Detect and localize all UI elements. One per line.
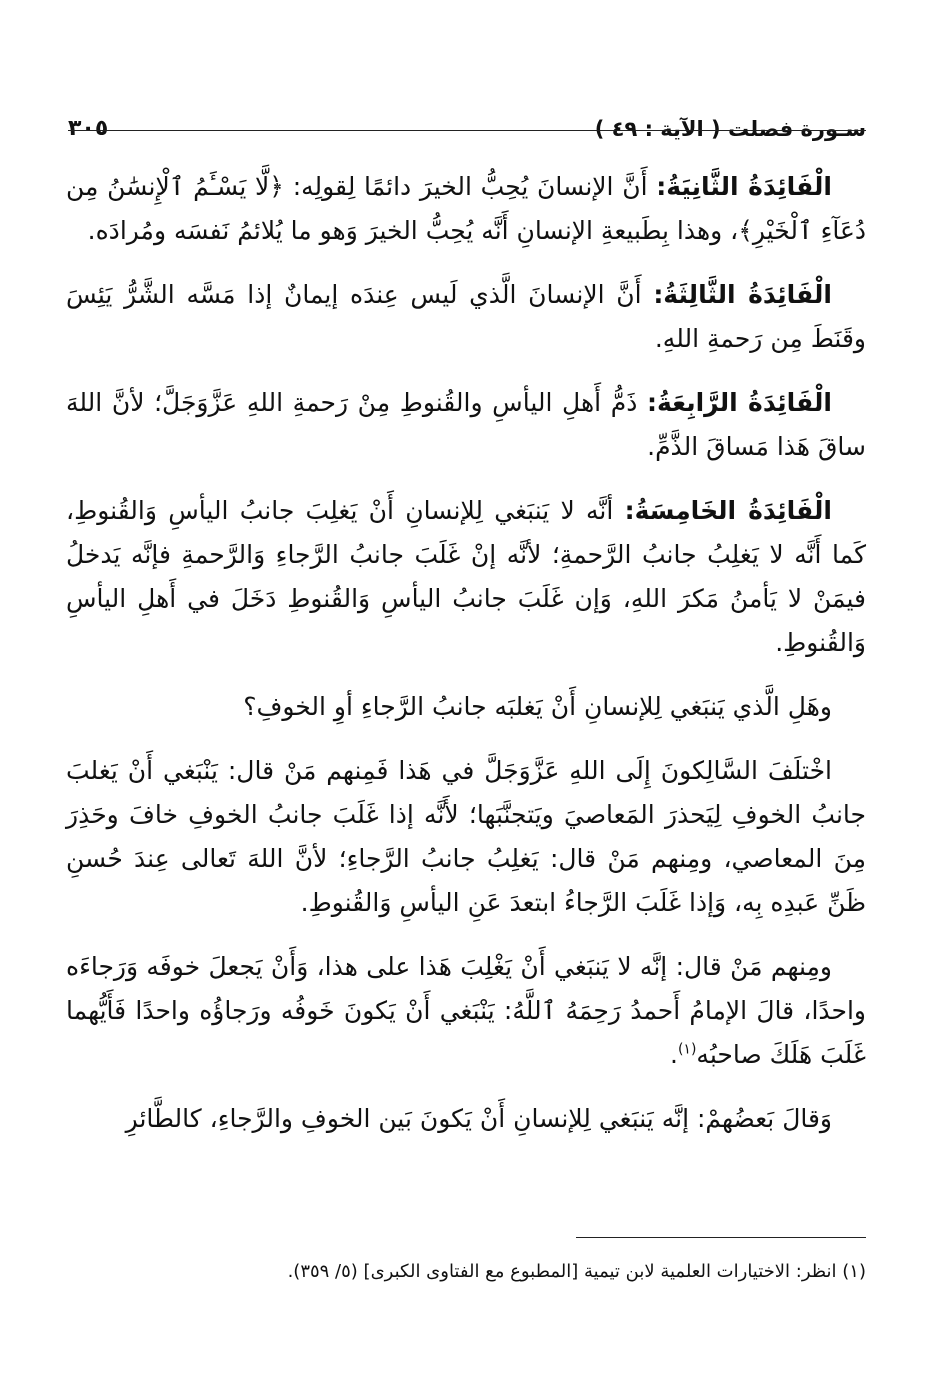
benefit-heading: الْفَائِدَةُ الثَّالِثَةُ:	[653, 280, 833, 309]
footnote-reference[interactable]: (١)	[677, 1041, 697, 1058]
paragraph-disagreement	[66, 749, 866, 925]
paragraph-benefit-3	[66, 273, 866, 361]
paragraph-benefit-5	[66, 489, 866, 665]
paragraph-text: وهَلِ الَّذي يَنبَغي لِلإنسانِ أَنْ يَغلبَه جانبُ الرَّجاءِ أوِ الخوفِ؟	[243, 692, 832, 721]
paragraph-text: أَنَّ الإنسانَ الَّذي لَيس عِندَه إيمانٌ إذا مَسَّه الشَّرُّ يَئِسَ وقَنَطَ مِن رَحمةِ اللهِ.	[66, 280, 866, 353]
paragraph-text: ذَمُّ أَهلِ اليأسِ والقُنوطِ مِنْ رَحمةِ اللهِ عَزَّوَجَلَّ؛ لأنَّ اللهَ ساقَ هَذا مَساقَ الذَّمِّ.	[66, 388, 866, 461]
page-header	[68, 100, 866, 140]
paragraph-text: اخْتلَفَ السَّالِكونَ إِلَى اللهِ عَزَّوَجَلَّ في هَذا فَمِنهم مَنْ قال: يَنْبَغي أَنْ يَغلبَ جانبُ الخوفِ لِيَحذرَ المَعاصيَ ويَتجنَّبَها؛ لأَنَّه إذا غَلَبَ جانبُ الخوفِ خافَ وحَذِرَ مِنَ المعاصي، ومِنهم مَنْ قال: يَغلِبُ جانبُ الرَّجاءِ؛ لأنَّ اللهَ تَعالى عِندَ حُسنِ ظَنِّ عَبدِه بِه، وَإذا غَلَبَ الرَّجاءُ ابتعدَ عَنِ اليأسِ وَالقُنوطِ.	[66, 756, 866, 917]
surah-title: سـورة فصلت ( الآية : ٤٩ )	[594, 117, 866, 141]
paragraph-text: ومِنهم مَنْ قال: إنَّه لا يَنبَغي أَنْ يَغْلِبَ هَذا على هذا، وَأَنْ يَجعلَ خوفَه وَرَجاءَه واحدًا، قالَ الإمامُ أَحمدُ رَحِمَهُ ٱللَّهُ: يَنْبَغي أَنْ يَكونَ خَوفُه ورَجاؤُه واحدًا فَأَيُّهما غَلَبَ هَلَكَ صاحبُه	[66, 952, 866, 1069]
paragraph-imam-ahmad	[66, 945, 866, 1077]
paragraph-benefit-2	[66, 165, 866, 253]
paragraph-tail: .	[670, 1040, 678, 1069]
benefit-heading: الْفَائِدَةُ الرَّابِعَةُ:	[646, 388, 832, 417]
paragraph-question	[66, 685, 866, 729]
benefit-heading: الْفَائِدَةُ الثَّانِيَةُ:	[656, 172, 832, 201]
paragraph-text: وَقالَ بَعضُهمْ: إنَّه يَنبَغي لِلإنسانِ أَنْ يَكونَ بَين الخوفِ والرَّجاءِ، كالطَّائرِ	[125, 1104, 832, 1133]
footnote-divider	[576, 1237, 866, 1238]
page-number: ٣٠٥	[68, 116, 109, 141]
paragraph-benefit-4	[66, 381, 866, 469]
footnote	[66, 1258, 866, 1286]
body-text	[66, 165, 866, 1161]
benefit-heading: الْفَائِدَةُ الخَامِسَةُ:	[624, 496, 832, 525]
header-divider	[68, 130, 866, 131]
paragraph-text: أنَّه لا يَنبَغي لِلإنسانِ أَنْ يَغلِبَ جانبُ اليأسِ وَالقُنوطِ، كَما أَنَّه لا يَغلِبُ جانبُ الرَّحمةِ؛ لأنَّه إنْ غَلَبَ جانبُ الرَّجاءِ وَالرَّحمةِ فإنَّه يَدخلُ فيمَنْ لا يَأمنُ مَكرَ اللهِ، وَإن غَلَبَ جانبُ اليأسِ وَالقُنوطِ دَخَلَ في أَهلِ اليأسِ وَالقُنوطِ.	[66, 496, 866, 657]
paragraph-others	[66, 1097, 866, 1141]
paragraph-text: أَنَّ الإنسانَ يُحِبُّ الخيرَ دائمًا لِقولِه: ﴿لَّا يَسْـَٔمُ ٱلْإِنسَٰنُ مِن دُعَآءِ ٱلْخَيْرِ﴾، وهذا بِطَبيعةِ الإنسانِ أَنَّه يُحِبُّ الخيرَ وَهو ما يُلائمُ نَفسَه ومُرادَه.	[66, 172, 866, 245]
footnote-text: (١) انظر: الاختيارات العلمية لابن تيمية [المطبوع مع الفتاوى الكبرى] (٥/ ٣٥٩).	[287, 1261, 866, 1282]
